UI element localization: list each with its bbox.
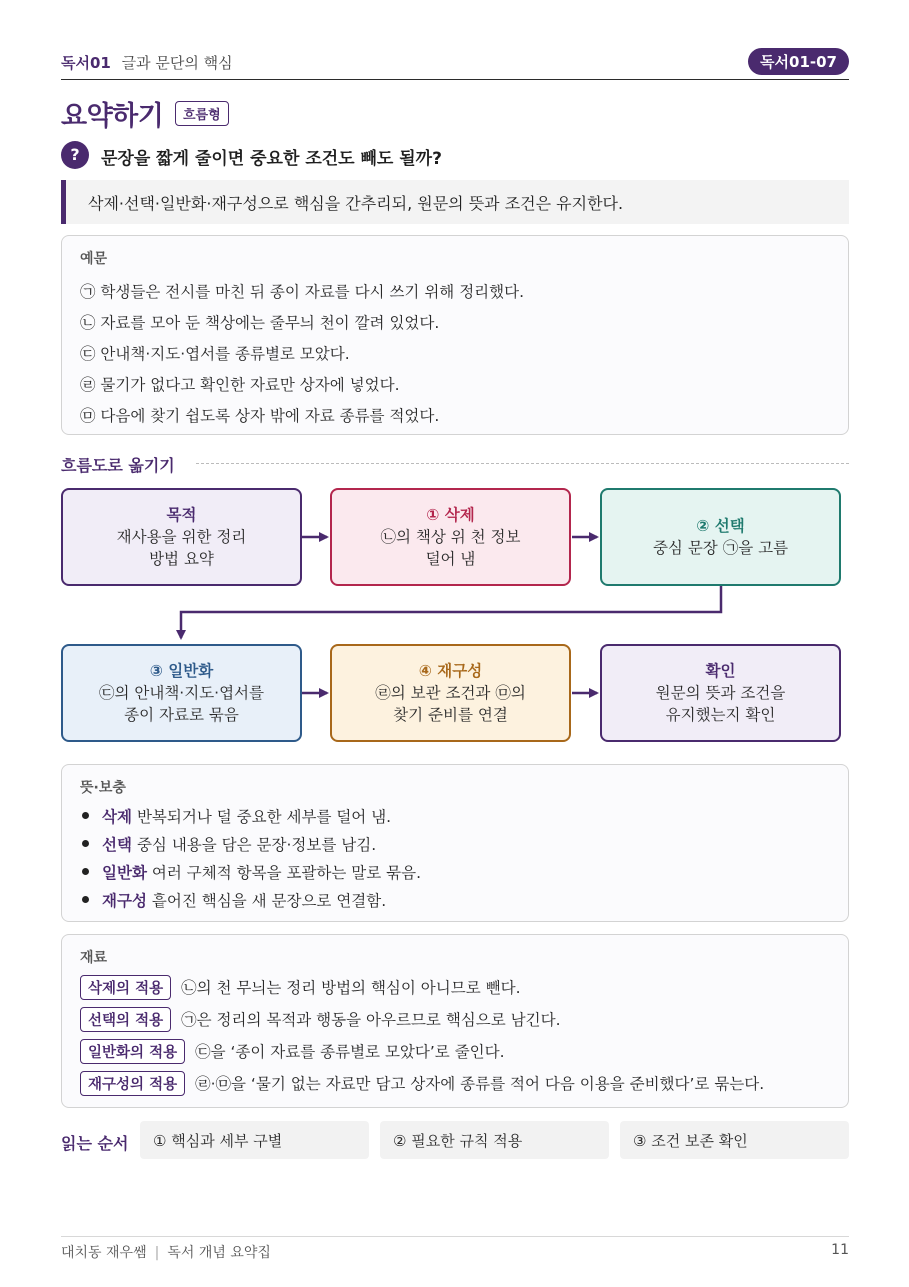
- flow-title: ④ 재구성: [418, 662, 483, 680]
- title-tag: 흐름형: [175, 101, 229, 126]
- header-subtitle: 글과 문단의 핵심: [121, 54, 233, 72]
- reading-step: ② 필요한 규칙 적용: [380, 1121, 609, 1159]
- flow-line: 원문의 뜻과 조건을: [655, 684, 786, 702]
- meaning-label: 뜻·보충: [80, 780, 126, 796]
- flow-box-select: [600, 488, 841, 586]
- material-row: [80, 1039, 848, 1063]
- flow-title: ① 삭제: [426, 506, 475, 524]
- page-number: 11: [831, 1242, 849, 1258]
- flow-box-reconstruct: [330, 644, 571, 742]
- example-label: 예문: [80, 251, 108, 267]
- material-label: 재료: [80, 950, 108, 966]
- material-row: [80, 975, 848, 999]
- header-code: 독서01: [61, 54, 111, 72]
- page-title: 요약하기: [61, 101, 164, 132]
- flow-box-delete: [330, 488, 571, 586]
- reading-step: ③ 조건 보존 확인: [620, 1121, 849, 1159]
- footer-separator: |: [154, 1245, 160, 1261]
- meaning-term: 선택: [102, 836, 132, 854]
- flow-box-purpose: [61, 488, 302, 586]
- material-tag: 선택의 적용: [80, 1007, 171, 1032]
- flow-line: 재사용을 위한 정리: [116, 528, 247, 546]
- meaning-text: 반복되거나 덜 중요한 세부를 덜어 냄.: [136, 808, 392, 826]
- page-header: [61, 48, 849, 80]
- header-left: [61, 52, 233, 73]
- meaning-term: 삭제: [102, 808, 132, 826]
- example-line: ㉠ 학생들은 전시를 마친 뒤 종이 자료를 다시 쓰기 위해 정리했다.: [80, 283, 525, 301]
- flow-title: ③ 일반화: [149, 662, 214, 680]
- flow-line: 방법 요약: [149, 550, 214, 568]
- flow-line: 유지했는지 확인: [665, 706, 776, 724]
- list-item: [80, 833, 848, 853]
- flow-section-heading: 흐름도로 옮기기: [61, 456, 175, 475]
- flow-line: ㉡의 책상 위 천 정보: [380, 528, 521, 546]
- question-text: 문장을 짧게 줄이면 중요한 조건도 빼도 될까?: [101, 149, 442, 169]
- list-item: [80, 861, 848, 881]
- meaning-text: 여러 구체적 항목을 포괄하는 말로 묶음.: [151, 864, 422, 882]
- flow-line: 종이 자료로 묶음: [124, 706, 239, 724]
- example-line: ㉡ 자료를 모아 둔 책상에는 줄무늬 천이 깔려 있었다.: [80, 314, 440, 332]
- flow-line: 중심 문장 ㉠을 고름: [652, 539, 789, 557]
- section-divider: [196, 463, 849, 464]
- flow-line: ㉢의 안내책·지도·엽서를: [98, 684, 265, 702]
- example-box: [61, 235, 849, 435]
- meaning-text: 중심 내용을 담은 문장·정보를 남김.: [136, 836, 377, 854]
- meaning-box: [61, 764, 849, 922]
- summary-bar: [61, 180, 849, 224]
- material-tag: 재구성의 적용: [80, 1071, 185, 1096]
- summary-text: 삭제·선택·일반화·재구성으로 핵심을 간추리되, 원문의 뜻과 조건은 유지한다.: [88, 194, 624, 213]
- list-item: [80, 889, 848, 909]
- material-box: [61, 934, 849, 1108]
- flow-title: 목적: [166, 506, 197, 524]
- material-text: ㉢을 ‘종이 자료를 종류별로 모았다’로 줄인다.: [195, 1043, 505, 1061]
- flow-title: 확인: [705, 662, 736, 680]
- flow-line: 찾기 준비를 연결: [393, 706, 508, 724]
- material-tag: 삭제의 적용: [80, 975, 171, 1000]
- meaning-list: [80, 805, 848, 909]
- arrow-down-icon: [181, 586, 721, 638]
- material-tag: 일반화의 적용: [80, 1039, 185, 1064]
- example-line: ㉣ 물기가 없다고 확인한 자료만 상자에 넣었다.: [80, 376, 400, 394]
- reading-step: ① 핵심과 세부 구별: [140, 1121, 369, 1159]
- material-text: ㉠은 정리의 목적과 행동을 아우르므로 핵심으로 남긴다.: [181, 1011, 561, 1029]
- page-footer: [61, 1236, 849, 1262]
- reading-order-label: 읽는 순서: [61, 1134, 129, 1153]
- meaning-term: 일반화: [102, 864, 147, 882]
- example-line: ㉤ 다음에 찾기 쉽도록 상자 밖에 자료 종류를 적었다.: [80, 407, 440, 425]
- flow-box-generalize: [61, 644, 302, 742]
- question-icon: ?: [61, 141, 89, 169]
- material-text: ㉡의 천 무늬는 정리 방법의 핵심이 아니므로 뺀다.: [181, 979, 521, 997]
- flow-box-check: [600, 644, 841, 742]
- flow-line: ㉣의 보관 조건과 ㉤의: [375, 684, 526, 702]
- material-row: [80, 1007, 848, 1031]
- flow-line: 덜어 냄: [425, 550, 476, 568]
- material-text: ㉣·㉤을 ‘물기 없는 자료만 담고 상자에 종류를 적어 다음 이용을 준비했다’로 묶는다.: [195, 1075, 765, 1093]
- example-line: ㉢ 안내책·지도·엽서를 종류별로 모았다.: [80, 345, 350, 363]
- material-row: [80, 1071, 848, 1095]
- header-badge: 독서01-07: [748, 48, 849, 75]
- meaning-term: 재구성: [102, 892, 147, 910]
- footer-author: 대치동 재우쌤: [61, 1245, 147, 1261]
- list-item: [80, 805, 848, 825]
- footer-book: 독서 개념 요약집: [167, 1245, 271, 1261]
- meaning-text: 흩어진 핵심을 새 문장으로 연결함.: [151, 892, 387, 910]
- flow-title: ② 선택: [696, 517, 745, 535]
